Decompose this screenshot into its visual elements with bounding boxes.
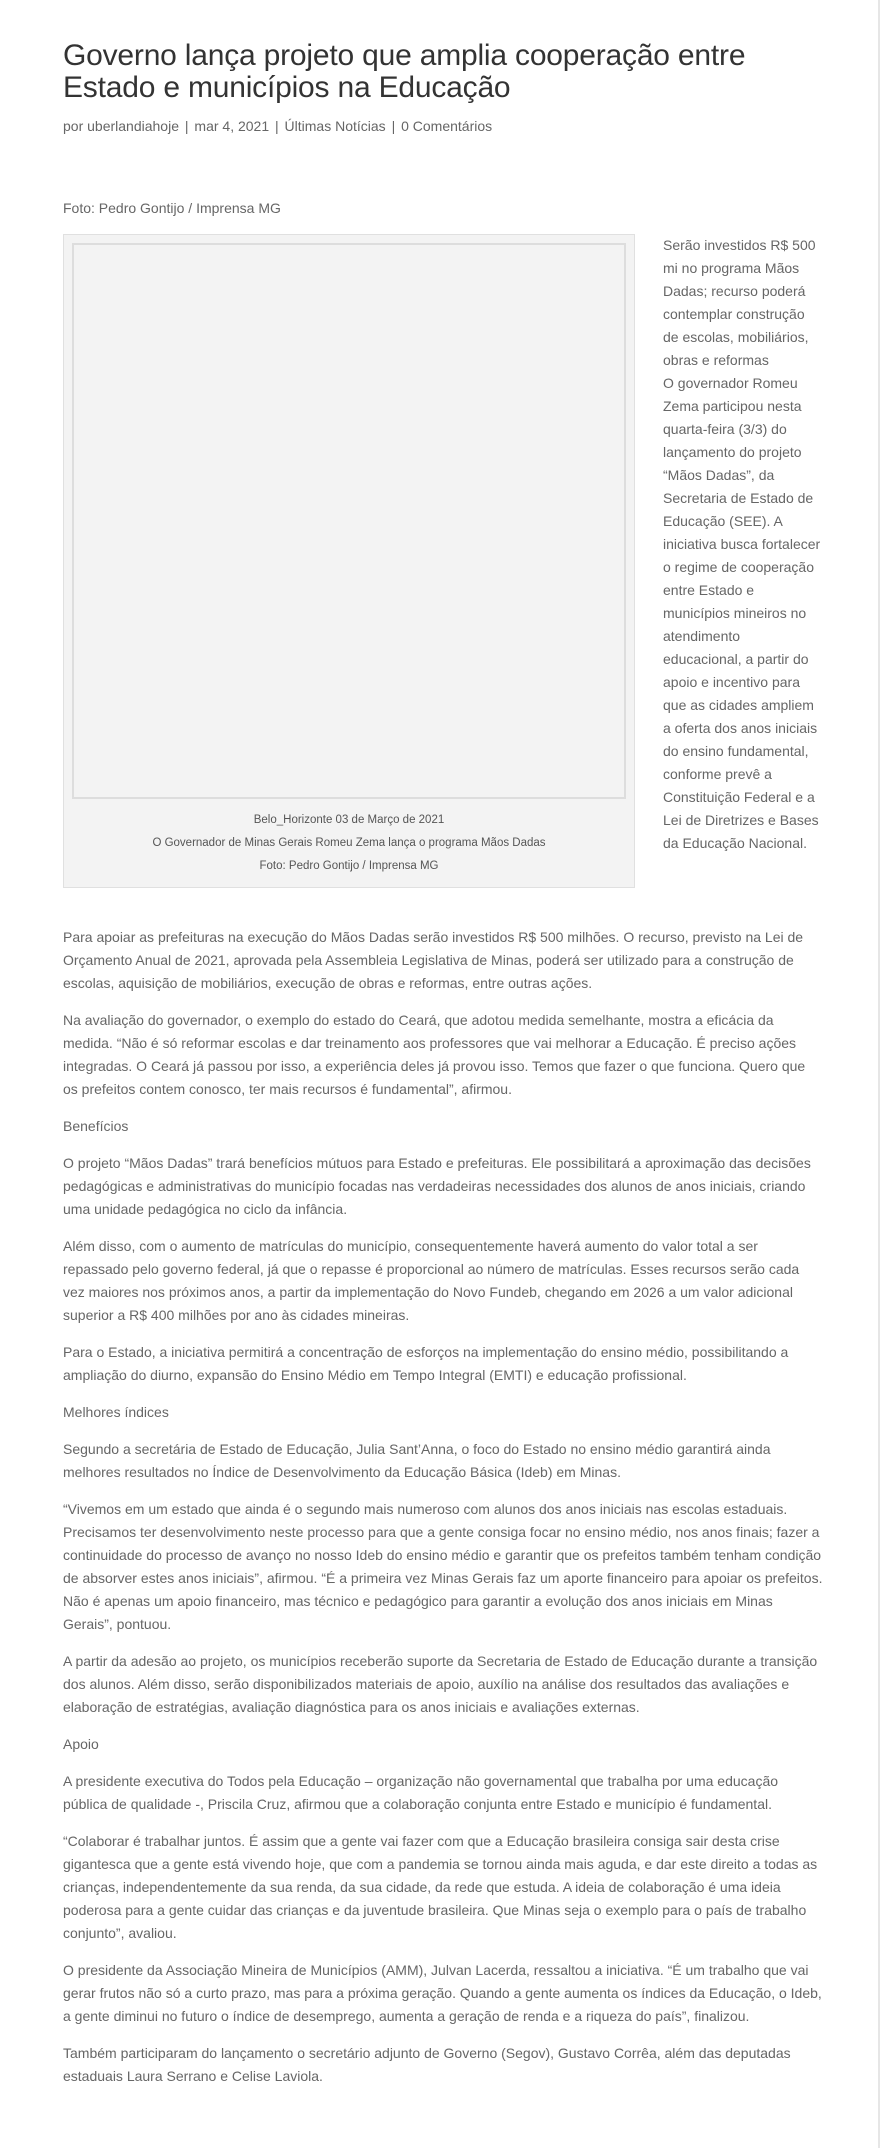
body-paragraph: Segundo a secretária de Estado de Educação, Julia Sant’Anna, o foco do Estado no ensino médio garantirá ainda melhores resultados no Índice de Desenvolvimento da Educação Básica (Ideb) em Minas. (63, 1441, 771, 1480)
section-heading-beneficios: Benefícios (63, 1118, 129, 1134)
body-paragraph: Para apoiar as prefeituras na execução do Mãos Dadas serão investidos R$ 500 milhões. O recurso, previsto na Lei de Orçamento Anual de 2021, aprovada pela Assembleia Legislativa de Minas, poderá ser utilizado para a construção de escolas, aquisição de mobiliários, execução de obras e reformas, entre outras ações. (63, 929, 804, 991)
lead-subtitle: Serão investidos R$ 500 mi no programa Mãos Dadas; recurso poderá contemplar construção de escolas, mobiliários, obras e reformas (663, 237, 816, 368)
photo-image-placeholder (72, 243, 626, 799)
post-meta (63, 116, 823, 136)
post-date: mar 4, 2021 (194, 118, 270, 134)
lead-paragraph: O governador Romeu Zema participou nesta quarta-feira (3/3) do lançamento do projeto “Mãos Dadas”, da Secretaria de Estado de Educação (SEE). A iniciativa busca fortalecer o regime de cooperação entre Estado e municípios mineiros no atendimento educacional, a partir do apoio e incentivo para que as cidades ampliem a oferta dos anos iniciais do ensino fundamental, conforme prevê a Constituição Federal e a Lei de Diretrizes e Bases da Educação Nacional. (663, 375, 821, 851)
caption-line: O Governador de Minas Gerais Romeu Zema lança o programa Mãos Dadas (152, 837, 546, 849)
category-link[interactable]: Últimas Notícias (284, 118, 386, 134)
article-body (63, 926, 823, 2088)
body-paragraph: Além disso, com o aumento de matrículas do município, consequentemente haverá aumento do valor total a ser repassado pelo governo federal, já que o repasse é proporcional ao número de matrículas. Esses recursos serão cada vez maiores nos próximos anos, a partir da implementação do Novo Fundeb, chegando em 2026 a um valor adicional superior a R$ 400 milhões por ano às cidades mineiras. (63, 1238, 800, 1323)
body-paragraph: “Vivemos em um estado que ainda é o segundo mais numeroso com alunos dos anos iniciais nas escolas estaduais. Precisamos ter desenvolvimento neste processo para que a gente consiga focar no ensino médio, nos anos finais; fazer a continuidade do processo de avanço no nosso Ideb do ensino médio e garantir que os prefeitos também tenham condição de absorver estes anos iniciais”, afirmou. “É a primeira vez Minas Gerais faz um aporte financeiro para apoiar os prefeitos. Não é apenas um apoio financeiro, mas técnico e pedagógico para garantir a evolução dos anos iniciais em Minas Gerais”, pontuou. (63, 1501, 823, 1632)
meta-separator: | (391, 118, 396, 134)
body-paragraph: O projeto “Mãos Dadas” trará benefícios mútuos para Estado e prefeituras. Ele possibilitará a aproximação das decisões pedagógicas e administrativas do município focadas nas verdadeiras necessidades dos alunos de anos iniciais, criando uma unidade pedagógica no ciclo da infância. (63, 1155, 811, 1217)
section-heading-apoio: Apoio (63, 1736, 99, 1752)
photo-figure (63, 234, 635, 888)
caption-line: Belo_Horizonte 03 de Março de 2021 (253, 814, 445, 826)
lead-text (663, 234, 821, 855)
body-paragraph: O presidente da Associação Mineira de Municípios (AMM), Julvan Lacerda, ressaltou a iniciativa. “É um trabalho que vai gerar frutos não só a curto prazo, mas para a próxima geração. Quando a gente aumenta os índices da Educação, o Ideb, a gente diminui no futuro o índice de desemprego, aumenta a geração de renda e a riqueza do país”, finalizou. (63, 1962, 822, 2024)
body-paragraph: Também participaram do lançamento o secretário adjunto de Governo (Segov), Gustavo Corrêa, além das deputadas estaduais Laura Serrano e Celise Laviola. (63, 2045, 791, 2084)
figure-row (63, 234, 823, 926)
section-heading-melhores-indices: Melhores índices (63, 1404, 169, 1420)
photo-caption (64, 809, 634, 878)
body-paragraph: “Colaborar é trabalhar juntos. É assim que a gente vai fazer com que a Educação brasileira consiga sair desta crise gigantesca que a gente está vivendo hoje, que com a pandemia se tornou ainda mais aguda, e dar este direito a todas as crianças, independentemente da sua renda, da sua cidade, da rede que estuda. A ideia de colaboração é uma ideia poderosa para a gente cuidar das crianças e da juventude brasileira. Que Minas seja o exemplo para o país de trabalho conjunto”, avaliou. (63, 1833, 818, 1941)
photo-credit: Foto: Pedro Gontijo / Imprensa MG (63, 200, 281, 216)
meta-separator: | (275, 118, 279, 134)
page-right-border (878, 0, 880, 2148)
caption-line: Foto: Pedro Gontijo / Imprensa MG (259, 860, 439, 872)
author-link[interactable]: uberlandiahoje (87, 118, 179, 134)
body-paragraph: A presidente executiva do Todos pela Educação – organização não governamental que trabalha por uma educação pública de qualidade -, Priscila Cruz, afirmou que a colaboração conjunta entre Estado e município é fundamental. (63, 1773, 779, 1812)
post-meta-prefix: por (63, 118, 84, 134)
body-paragraph: Na avaliação do governador, o exemplo do estado do Ceará, que adotou medida semelhante, mostra a eficácia da medida. “Não é só reformar escolas e dar treinamento aos professores que vai melhorar a Educação. É preciso ações integradas. O Ceará já passou por isso, a experiência deles já provou isso. Temos que fazer o que funciona. Quero que os prefeitos contem conosco, ter mais recursos é fundamental”, afirmou. (63, 1012, 806, 1097)
article-title: Governo lança projeto que amplia cooperação entre Estado e municípios na Educação (63, 39, 746, 104)
body-paragraph: A partir da adesão ao projeto, os municípios receberão suporte da Secretaria de Estado de Educação durante a transição dos alunos. Além disso, serão disponibilizados materiais de apoio, auxílio na análise dos resultados das avaliações e elaboração de estratégias, avaliação diagnóstica para os anos iniciais e avaliações externas. (63, 1653, 818, 1715)
article (63, 40, 823, 2102)
meta-separator: | (184, 118, 189, 134)
body-paragraph: Para o Estado, a iniciativa permitirá a concentração de esforços na implementação do ensino médio, possibilitando a ampliação do diurno, expansão do Ensino Médio em Tempo Integral (EMTI) e educação profissional. (63, 1344, 789, 1383)
comments-link[interactable]: 0 Comentários (401, 118, 493, 134)
